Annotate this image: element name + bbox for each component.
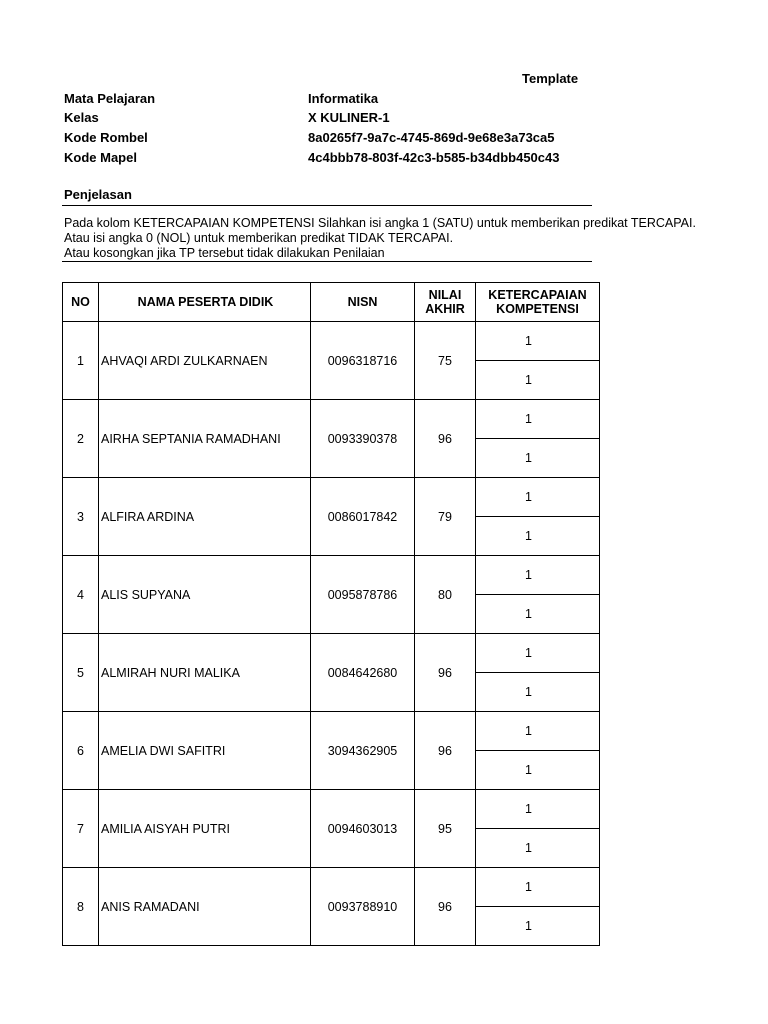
grades-table [62,282,600,946]
nisn-cell[interactable]: 0086017842 [311,478,415,556]
ketercapaian-cell[interactable]: 1 [476,517,600,556]
row-number: 4 [63,556,99,634]
nisn-cell[interactable]: 0084642680 [311,634,415,712]
nisn-cell[interactable]: 0094603013 [311,790,415,868]
student-name-cell[interactable]: AMELIA DWI SAFITRI [99,712,311,790]
ketercapaian-cell[interactable]: 1 [476,829,600,868]
penjelasan-heading: Penjelasan [64,187,132,202]
student-name-cell[interactable]: AIRHA SEPTANIA RAMADHANI [99,400,311,478]
meta-value-kode-rombel: 8a0265f7-9a7c-4745-869d-9e68e3a73ca5 [308,130,555,145]
student-name-cell[interactable]: ALIS SUPYANA [99,556,311,634]
meta-value-kelas: X KULINER-1 [308,110,390,125]
ketercapaian-cell[interactable]: 1 [476,634,600,673]
table-row [63,634,600,673]
nilai-akhir-cell[interactable]: 96 [415,712,476,790]
header-ket-line1: KETERCAPAIAN [488,288,587,302]
meta-value-kode-mapel: 4c4bbb78-803f-42c3-b585-b34dbb450c43 [308,150,560,165]
penjelasan-line-2: Atau isi angka 0 (NOL) untuk memberikan predikat TIDAK TERCAPAI. [64,231,454,245]
student-name-cell[interactable]: ALFIRA ARDINA [99,478,311,556]
table-row [63,790,600,829]
table-row [63,400,600,439]
ketercapaian-cell[interactable]: 1 [476,556,600,595]
nisn-cell[interactable]: 0093390378 [311,400,415,478]
nilai-akhir-cell[interactable]: 96 [415,634,476,712]
table-row [63,478,600,517]
ketercapaian-cell[interactable]: 1 [476,361,600,400]
table-row [63,556,600,595]
student-name-cell[interactable]: AHVAQI ARDI ZULKARNAEN [99,322,311,400]
ketercapaian-cell[interactable]: 1 [476,907,600,946]
row-number: 2 [63,400,99,478]
ketercapaian-cell[interactable]: 1 [476,595,600,634]
penjelasan-box [62,205,696,262]
student-name-cell[interactable]: ALMIRAH NURI MALIKA [99,634,311,712]
nilai-akhir-cell[interactable]: 96 [415,400,476,478]
row-number: 3 [63,478,99,556]
table-row [63,712,600,751]
header-ketercapaian [476,283,600,322]
nilai-akhir-cell[interactable]: 95 [415,790,476,868]
nilai-akhir-cell[interactable]: 75 [415,322,476,400]
nisn-cell[interactable]: 0095878786 [311,556,415,634]
header-nilai-akhir [415,283,476,322]
ketercapaian-cell[interactable]: 1 [476,712,600,751]
penjelasan-line-3: Atau kosongkan jika TP tersebut tidak dilakukan Penilaian [64,246,385,260]
table-body [63,322,600,946]
ketercapaian-cell[interactable]: 1 [476,673,600,712]
student-name-cell[interactable]: AMILIA AISYAH PUTRI [99,790,311,868]
meta-label-mata-pelajaran: Mata Pelajaran [64,91,156,106]
ketercapaian-cell[interactable]: 1 [476,439,600,478]
row-number: 1 [63,322,99,400]
header-nilai-line1: NILAI [428,288,462,302]
nisn-cell[interactable]: 3094362905 [311,712,415,790]
ketercapaian-cell[interactable]: 1 [476,751,600,790]
nisn-cell[interactable]: 0096318716 [311,322,415,400]
ketercapaian-cell[interactable]: 1 [476,400,600,439]
row-number: 5 [63,634,99,712]
header-ket-line2: KOMPETENSI [496,302,579,316]
header-no: NO [63,283,99,322]
meta-label-kode-rombel: Kode Rombel [64,130,148,145]
ketercapaian-cell[interactable]: 1 [476,790,600,829]
meta-label-kode-mapel: Kode Mapel [64,150,137,165]
ketercapaian-cell[interactable]: 1 [476,478,600,517]
nilai-akhir-cell[interactable]: 96 [415,868,476,946]
meta-label-kelas: Kelas [64,110,99,125]
header-nama: NAMA PESERTA DIDIK [99,283,311,322]
row-number: 7 [63,790,99,868]
nilai-akhir-cell[interactable]: 80 [415,556,476,634]
table-row [63,868,600,907]
table-header-row [63,283,600,322]
table-row [63,322,600,361]
row-number: 6 [63,712,99,790]
row-number: 8 [63,868,99,946]
student-name-cell[interactable]: ANIS RAMADANI [99,868,311,946]
ketercapaian-cell[interactable]: 1 [476,868,600,907]
header-nilai-line2: AKHIR [425,302,465,316]
meta-value-mata-pelajaran: Informatika [308,91,379,106]
nisn-cell[interactable]: 0093788910 [311,868,415,946]
header-nisn: NISN [311,283,415,322]
penjelasan-line-1: Pada kolom KETERCAPAIAN KOMPETENSI Silahkan isi angka 1 (SATU) untuk memberikan predikat TERCAPAI. [64,216,696,230]
nilai-akhir-cell[interactable]: 79 [415,478,476,556]
page-title: Template [522,71,579,86]
ketercapaian-cell[interactable]: 1 [476,322,600,361]
